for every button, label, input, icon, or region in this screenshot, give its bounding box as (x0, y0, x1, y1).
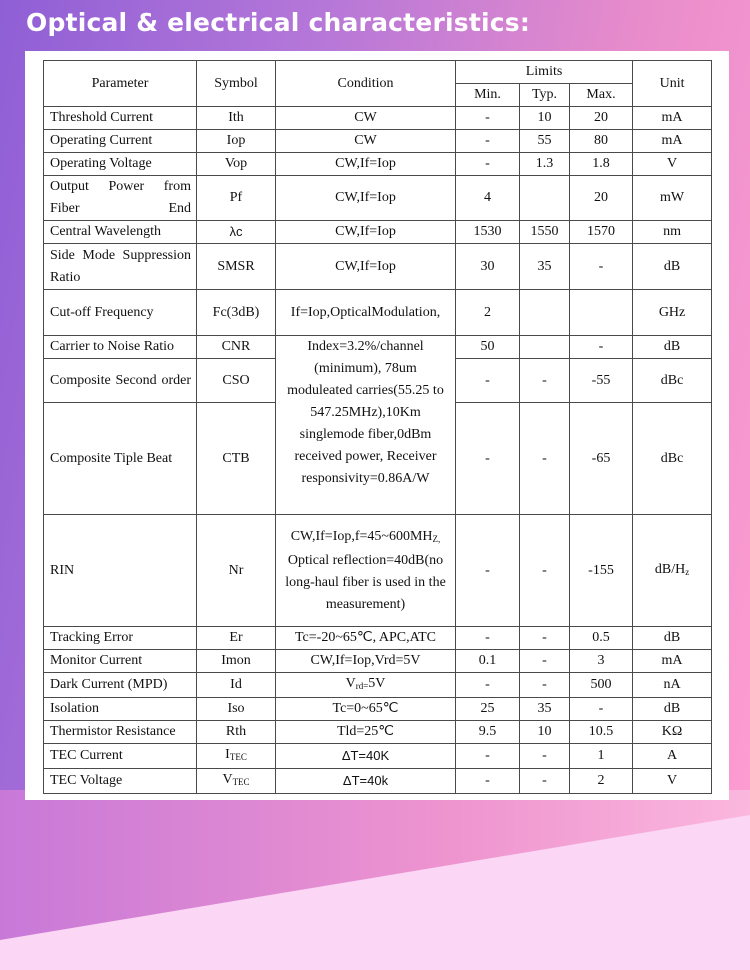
cell-min: - (456, 153, 520, 176)
table-row (44, 176, 712, 221)
header-max: Max. (570, 84, 633, 107)
cell-symbol: Id (197, 673, 276, 698)
cell-max: 1 (570, 744, 633, 769)
cell-parameter: Monitor Current (44, 650, 197, 673)
header-typ: Typ. (520, 84, 570, 107)
table-row (44, 290, 712, 336)
cell-max: 2 (570, 769, 633, 794)
table-row (44, 153, 712, 176)
unit-sub: z (685, 566, 690, 577)
cell-symbol (197, 744, 276, 769)
cell-parameter: RIN (44, 515, 197, 627)
cell-condition: ΔT=40K (276, 744, 456, 769)
table-row (44, 627, 712, 650)
cell-condition: CW,If=Iop (276, 176, 456, 221)
cell-parameter: Carrier to Noise Ratio (44, 336, 197, 359)
cell-condition: CW,If=Iop (276, 221, 456, 244)
unit-main: dB/H (654, 561, 686, 577)
cell-typ: 35 (520, 698, 570, 721)
cell-max: 1570 (570, 221, 633, 244)
cell-unit: dB (633, 698, 712, 721)
cell-parameter: Threshold Current (44, 107, 197, 130)
cell-max: 20 (570, 107, 633, 130)
cell-max: -155 (570, 515, 633, 627)
cell-typ: - (520, 769, 570, 794)
table-row (44, 673, 712, 698)
condition-line1: CW,If=Iop,f=45~600MH (290, 528, 433, 544)
cell-condition: CW (276, 130, 456, 153)
cell-max: 80 (570, 130, 633, 153)
cell-typ: - (520, 650, 570, 673)
cell-unit: mA (633, 130, 712, 153)
cell-min: 25 (456, 698, 520, 721)
cell-unit: GHz (633, 290, 712, 336)
cell-min: 4 (456, 176, 520, 221)
cell-unit: dBc (633, 403, 712, 515)
cell-parameter: Operating Voltage (44, 153, 197, 176)
cell-parameter: Tracking Error (44, 627, 197, 650)
cell-unit: dB (633, 244, 712, 290)
cell-typ: 55 (520, 130, 570, 153)
cell-condition (276, 515, 456, 627)
cell-max: - (570, 336, 633, 359)
cell-symbol: Rth (197, 721, 276, 744)
cell-parameter: Cut-off Frequency (44, 290, 197, 336)
cell-parameter: Thermistor Resistance (44, 721, 197, 744)
cell-symbol: CSO (197, 359, 276, 403)
cell-unit: dBc (633, 359, 712, 403)
cell-unit: nm (633, 221, 712, 244)
symbol-sub: TEC (232, 777, 250, 787)
table-row (44, 244, 712, 290)
cell-parameter: Composite Tiple Beat (44, 403, 197, 515)
condition-line1-sub: Z, (432, 533, 441, 544)
cell-condition: CW,If=Iop (276, 244, 456, 290)
cell-typ (520, 176, 570, 221)
condition-sub: rd= (355, 681, 369, 691)
cell-typ (520, 336, 570, 359)
cell-parameter: Dark Current (MPD) (44, 673, 197, 698)
cell-min: - (456, 107, 520, 130)
table-row (44, 336, 712, 359)
cell-typ (520, 290, 570, 336)
cell-parameter: Central Wavelength (44, 221, 197, 244)
cell-typ: - (520, 673, 570, 698)
cell-unit: mA (633, 650, 712, 673)
cell-unit: V (633, 769, 712, 794)
cell-symbol: Nr (197, 515, 276, 627)
header-limits: Limits (456, 61, 633, 84)
cell-min: - (456, 359, 520, 403)
cell-max (570, 290, 633, 336)
characteristics-table (43, 60, 712, 794)
cell-max: 0.5 (570, 627, 633, 650)
cell-condition: If=Iop,OpticalModulation, (276, 290, 456, 336)
cell-condition: ΔT=40k (276, 769, 456, 794)
table-row (44, 650, 712, 673)
cell-symbol: Imon (197, 650, 276, 673)
cell-min: - (456, 515, 520, 627)
cell-parameter: Side Mode Suppression Ratio (44, 244, 197, 290)
page-title: Optical & electrical characteristics: (26, 8, 531, 37)
cell-min: - (456, 744, 520, 769)
cell-condition: CW,If=Iop,Vrd=5V (276, 650, 456, 673)
cell-typ: 1550 (520, 221, 570, 244)
cell-min: 2 (456, 290, 520, 336)
cell-min: 30 (456, 244, 520, 290)
cell-max: - (570, 244, 633, 290)
cell-typ: - (520, 359, 570, 403)
cell-max: - (570, 698, 633, 721)
cell-unit (633, 515, 712, 627)
table-row (44, 107, 712, 130)
cell-symbol: Fc(3dB) (197, 290, 276, 336)
cell-condition-merged: Index=3.2%/channel (minimum), 78um moduleated carries(55.25 to 547.25MHz),10Km singlemode fiber,0dBm received power, Receiver responsivity=0.86A/W (276, 336, 456, 515)
condition-main: V (345, 676, 356, 691)
cell-condition: Tc=-20~65℃, APC,ATC (276, 627, 456, 650)
header-unit: Unit (633, 61, 712, 107)
cell-unit: KΩ (633, 721, 712, 744)
symbol-sub: TEC (229, 752, 247, 762)
cell-unit: dB (633, 336, 712, 359)
cell-min: - (456, 769, 520, 794)
table-row (44, 698, 712, 721)
cell-parameter: TEC Voltage (44, 769, 197, 794)
cell-max: 500 (570, 673, 633, 698)
header-min: Min. (456, 84, 520, 107)
table-row (44, 744, 712, 769)
cell-symbol: Vop (197, 153, 276, 176)
table-row (44, 769, 712, 794)
cell-typ: 10 (520, 107, 570, 130)
cell-min: - (456, 130, 520, 153)
cell-min: 0.1 (456, 650, 520, 673)
symbol-main: V (222, 772, 233, 787)
cell-min: 9.5 (456, 721, 520, 744)
table-header-row (44, 61, 712, 84)
cell-parameter: Operating Current (44, 130, 197, 153)
condition-tail: 5V (368, 676, 386, 691)
cell-symbol: λc (197, 221, 276, 244)
cell-symbol: CTB (197, 403, 276, 515)
cell-max: 10.5 (570, 721, 633, 744)
table-row (44, 515, 712, 627)
header-symbol: Symbol (197, 61, 276, 107)
cell-condition: CW (276, 107, 456, 130)
cell-unit: mW (633, 176, 712, 221)
cell-min: - (456, 403, 520, 515)
cell-symbol (197, 769, 276, 794)
cell-parameter: Composite Second order (44, 359, 197, 403)
cell-unit: V (633, 153, 712, 176)
spec-panel (25, 51, 729, 800)
cell-min: 1530 (456, 221, 520, 244)
cell-symbol: Pf (197, 176, 276, 221)
cell-typ: 35 (520, 244, 570, 290)
cell-typ: - (520, 627, 570, 650)
cell-typ: - (520, 403, 570, 515)
header-parameter: Parameter (44, 61, 197, 107)
cell-parameter: Output Power from Fiber End (44, 176, 197, 221)
cell-typ: 10 (520, 721, 570, 744)
cell-condition: Tld=25℃ (276, 721, 456, 744)
cell-typ: - (520, 515, 570, 627)
cell-min: - (456, 627, 520, 650)
cell-symbol: Ith (197, 107, 276, 130)
cell-max: 20 (570, 176, 633, 221)
cell-unit: A (633, 744, 712, 769)
cell-min: - (456, 673, 520, 698)
cell-condition: Tc=0~65℃ (276, 698, 456, 721)
symbol-main: I (225, 747, 230, 762)
table-row (44, 721, 712, 744)
cell-condition: CW,If=Iop (276, 153, 456, 176)
cell-max: 3 (570, 650, 633, 673)
cell-parameter: Isolation (44, 698, 197, 721)
cell-unit: mA (633, 107, 712, 130)
cell-typ: - (520, 744, 570, 769)
header-condition: Condition (276, 61, 456, 107)
cell-parameter: TEC Current (44, 744, 197, 769)
cell-symbol: SMSR (197, 244, 276, 290)
cell-symbol: Iop (197, 130, 276, 153)
cell-max: -65 (570, 403, 633, 515)
cell-symbol: Iso (197, 698, 276, 721)
table-row (44, 130, 712, 153)
cell-unit: nA (633, 673, 712, 698)
cell-unit: dB (633, 627, 712, 650)
cell-min: 50 (456, 336, 520, 359)
cell-max: 1.8 (570, 153, 633, 176)
cell-condition (276, 673, 456, 698)
cell-symbol: Er (197, 627, 276, 650)
cell-typ: 1.3 (520, 153, 570, 176)
cell-symbol: CNR (197, 336, 276, 359)
condition-rest: Optical reflection=40dB(no long-haul fiber is used in the measurement) (285, 552, 446, 612)
table-row (44, 221, 712, 244)
cell-max: -55 (570, 359, 633, 403)
